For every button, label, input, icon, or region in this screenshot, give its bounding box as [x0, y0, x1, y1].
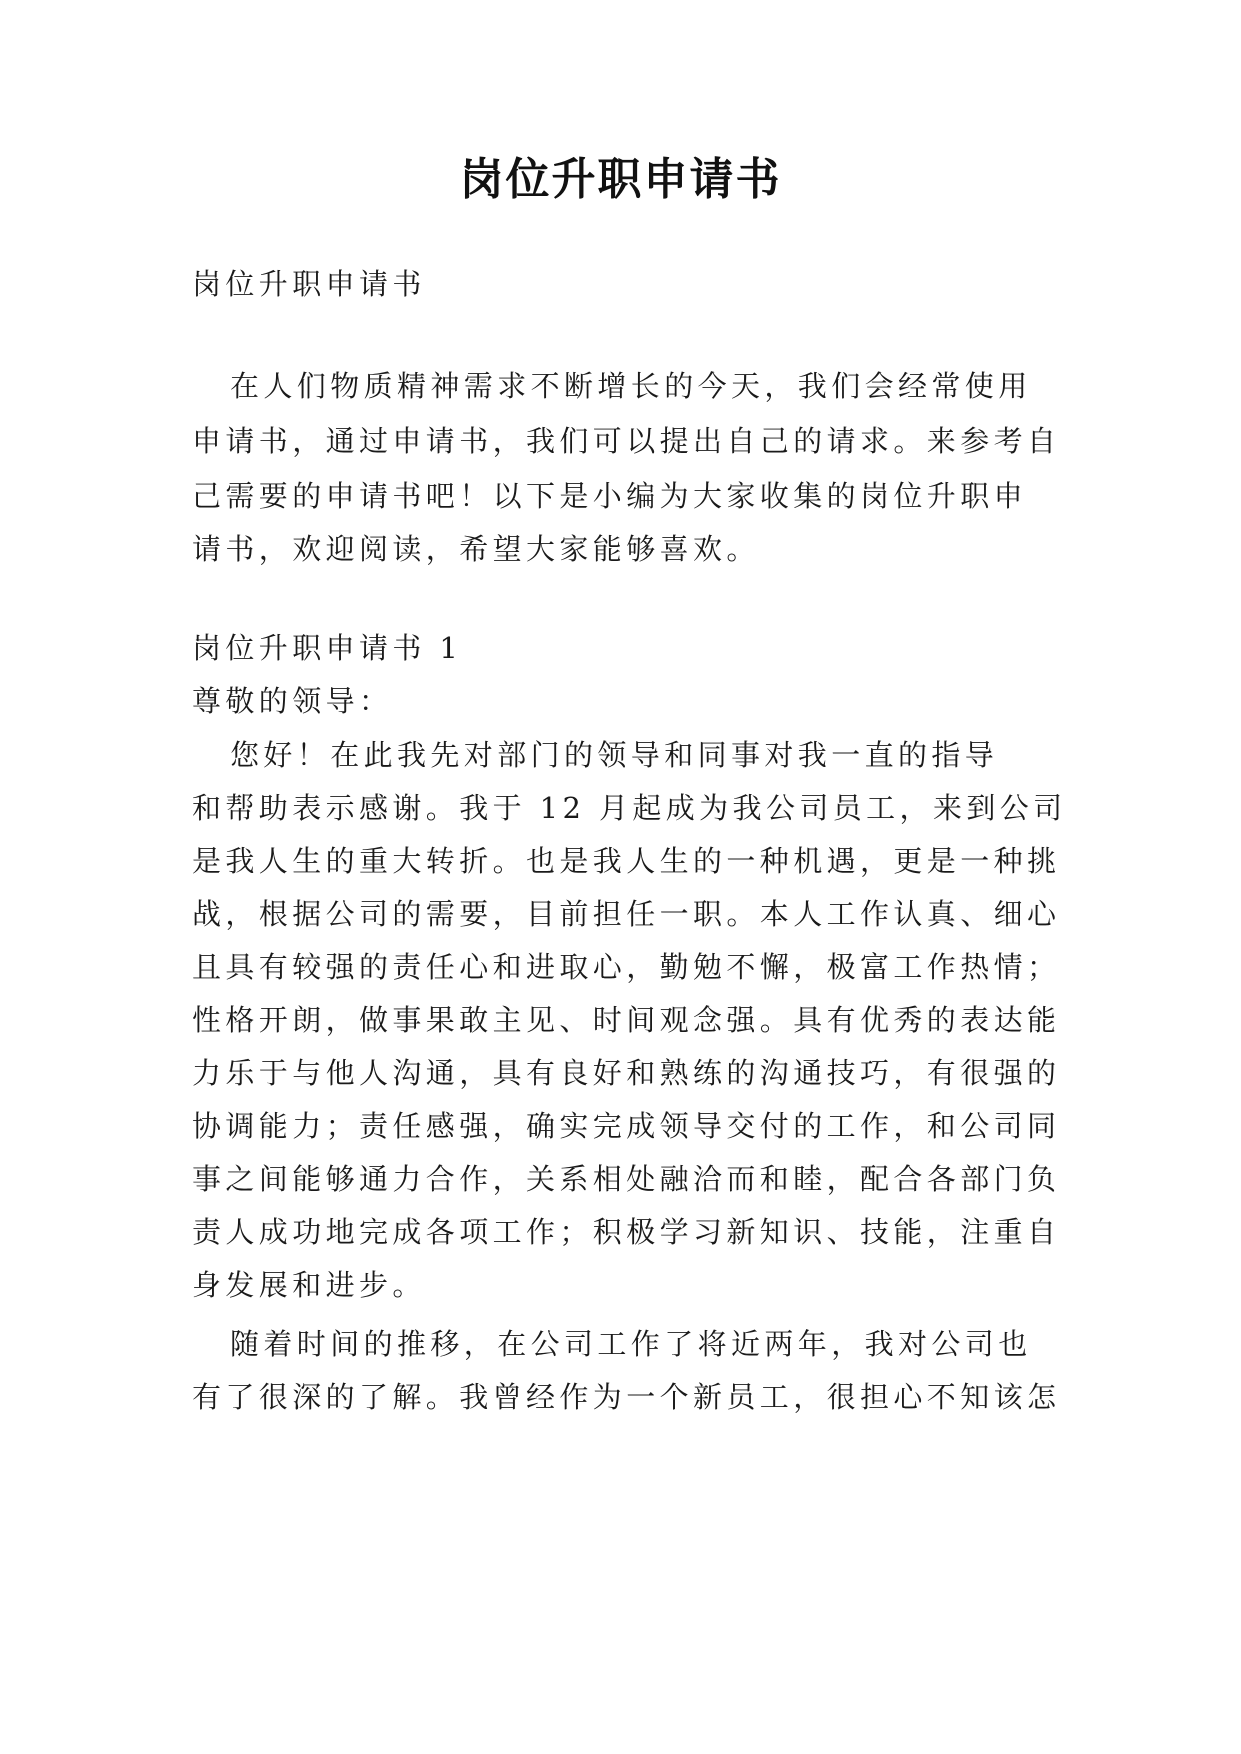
paragraph-line: 力乐于与他人沟通，具有良好和熟练的沟通技巧，有很强的 [192, 1056, 1061, 1090]
paragraph-line: 在人们物质精神需求不断增长的今天，我们会经常使用 [230, 369, 1032, 403]
paragraph-line: 随着时间的推移，在公司工作了将近两年，我对公司也 [230, 1327, 1032, 1361]
paragraph-line: 有了很深的了解。我曾经作为一个新员工，很担心不知该怎 [192, 1380, 1061, 1414]
paragraph-line: 责人成功地完成各项工作；积极学习新知识、技能，注重自 [192, 1215, 1061, 1249]
paragraph-line: 请书，欢迎阅读，希望大家能够喜欢。 [192, 532, 760, 566]
section-heading: 岗位升职申请书 1 [192, 631, 463, 665]
document-title: 岗位升职申请书 [459, 154, 782, 205]
paragraph-line: 您好！在此我先对部门的领导和同事对我一直的指导 [230, 738, 999, 772]
paragraph-line: 事之间能够通力合作，关系相处融洽而和睦，配合各部门负 [192, 1162, 1061, 1196]
paragraph-line: 性格开朗，做事果敢主见、时间观念强。具有优秀的表达能 [192, 1003, 1061, 1037]
salutation: 尊敬的领导： [192, 684, 393, 718]
paragraph-line: 申请书，通过申请书，我们可以提出自己的请求。来参考自 [192, 424, 1061, 458]
paragraph-line: 战，根据公司的需要，目前担任一职。本人工作认真、细心 [192, 897, 1061, 931]
paragraph-line: 协调能力；责任感强，确实完成领导交付的工作，和公司同 [192, 1109, 1061, 1143]
paragraph-line: 是我人生的重大转折。也是我人生的一种机遇，更是一种挑 [192, 844, 1061, 878]
paragraph-line: 己需要的申请书吧！以下是小编为大家收集的岗位升职申 [192, 479, 1028, 513]
paragraph-line: 且具有较强的责任心和进取心，勤勉不懈，极富工作热情； [192, 950, 1061, 984]
document-subtitle: 岗位升职申请书 [192, 267, 426, 301]
paragraph-line: 和帮助表示感谢。我于 12 月起成为我公司员工，来到公司 [192, 791, 1067, 825]
paragraph-line: 身发展和进步。 [192, 1268, 426, 1302]
